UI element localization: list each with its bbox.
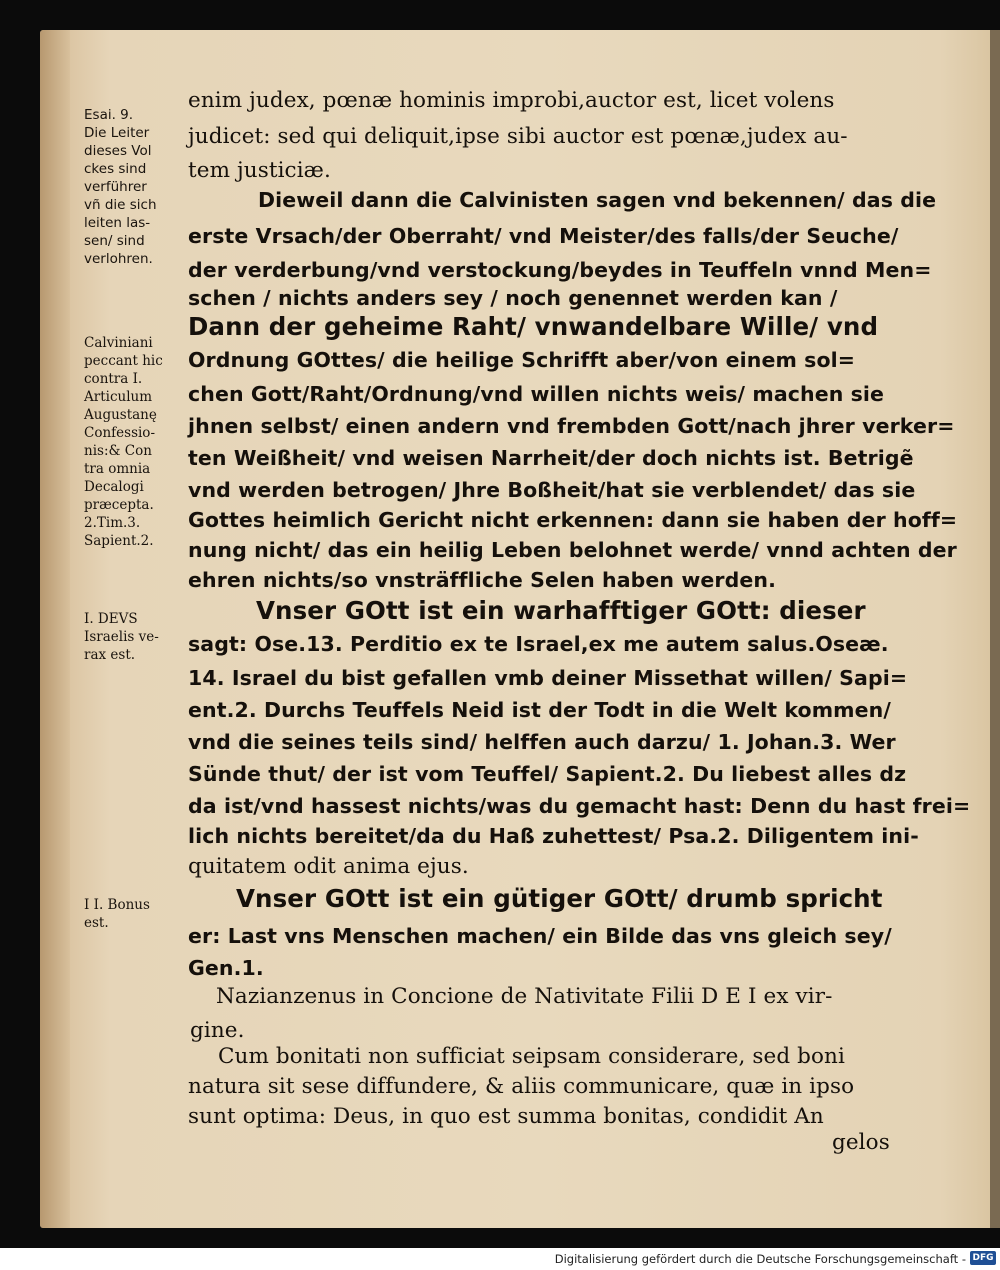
text-line: erste Vrsach/der Oberraht/ vnd Meister/des falls/der Seuche/	[188, 224, 899, 248]
margin-line: Calviniani	[84, 335, 153, 351]
text-line: vnd werden betrogen/ Jhre Boßheit/hat sie verblendet/ das sie	[188, 478, 916, 502]
text-line: sunt optima: Deus, in quo est summa bonitas, condidit An	[188, 1104, 824, 1129]
text-line: schen / nichts anders sey / noch genennet werden kan /	[188, 286, 838, 310]
margin-line: tra omnia	[84, 461, 151, 477]
text-line: Sünde thut/ der ist vom Teuffel/ Sapient.2. Du liebest alles dz	[188, 762, 907, 786]
margin-note-deus-verax	[84, 610, 159, 664]
margin-line: Augustanę	[84, 407, 157, 423]
text-line: chen Gott/Raht/Ordnung/vnd willen nichts weis/ machen sie	[188, 382, 885, 406]
text-line: Dieweil dann die Calvinisten sagen vnd bekennen/ das die	[258, 188, 937, 212]
text-line: Gottes heimlich Gericht nicht erkennen: dann sie haben der hoff=	[188, 508, 958, 532]
text-line: 14. Israel du bist gefallen vmb deiner Missethat willen/ Sapi=	[188, 666, 908, 690]
text-line: jhnen selbst/ einen andern vnd frembden Gott/nach jhrer verker=	[188, 414, 955, 438]
text-line: Ordnung GOttes/ die heilige Schrifft aber/von einem sol=	[188, 348, 856, 372]
text-line: Vnser GOtt ist ein warhafftiger GOtt: dieser	[256, 596, 866, 625]
margin-note-calviniani	[84, 334, 163, 550]
text-line: er: Last vns Menschen machen/ ein Bilde das vns gleich sey/	[188, 924, 892, 948]
margin-line: Sapient.2.	[84, 533, 154, 549]
margin-line: verführer	[84, 179, 147, 195]
margin-line: rax est.	[84, 647, 136, 663]
margin-line: contra I.	[84, 371, 143, 387]
margin-line: Die Leiter	[84, 125, 150, 141]
text-line: tem justiciæ.	[188, 158, 331, 183]
margin-line: Israelis ve-	[84, 629, 159, 645]
text-line: Cum bonitati non sufficiat seipsam considerare, sed boni	[218, 1044, 845, 1069]
margin-line: peccant hic	[84, 353, 163, 369]
margin-line: ckes sind	[84, 161, 147, 177]
margin-line: 2.Tim.3.	[84, 515, 141, 531]
text-line: enim judex, pœnæ hominis improbi,auctor est, licet volens	[188, 88, 835, 113]
text-line: Gen.1.	[188, 956, 264, 980]
text-line: Dann der geheime Raht/ vnwandelbare Wille/ vnd	[188, 312, 879, 341]
text-line: ten Weißheit/ vnd weisen Narrheit/der doch nichts ist. Betrigẽ	[188, 446, 914, 470]
margin-line: Esai. 9.	[84, 107, 134, 123]
text-line: lich nichts bereitet/da du Haß zuhettest/ Psa.2. Diligentem ini-	[188, 824, 919, 848]
margin-line: nis:& Con	[84, 443, 152, 459]
catchword: gelos	[832, 1130, 890, 1155]
text-line: gine.	[190, 1018, 245, 1043]
text-line: da ist/vnd hassest nichts/was du gemacht hast: Denn du hast frei=	[188, 794, 971, 818]
text-line: quitatem odit anima ejus.	[188, 854, 469, 879]
margin-line: est.	[84, 915, 109, 931]
text-line: der verderbung/vnd verstockung/beydes in Teuffeln vnnd Men=	[188, 258, 932, 282]
text-line: Vnser GOtt ist ein gütiger GOtt/ drumb spricht	[236, 884, 883, 913]
text-line: natura sit sese diffundere, & aliis communicare, quæ in ipso	[188, 1074, 855, 1099]
margin-line: præcepta.	[84, 497, 154, 513]
text-line: ehren nichts/so vnsträffliche Selen haben werden.	[188, 568, 776, 592]
margin-line: verlohren.	[84, 251, 153, 267]
margin-line: dieses Vol	[84, 143, 152, 159]
margin-line: Articulum	[84, 389, 153, 405]
text-line: ent.2. Durchs Teuffels Neid ist der Todt in die Welt kommen/	[188, 698, 891, 722]
text-line: nung nicht/ das ein heilig Leben belohnet werde/ vnnd achten der	[188, 538, 957, 562]
margin-line: vñ die sich	[84, 197, 157, 213]
margin-line: I I. Bonus	[84, 897, 150, 913]
text-line: vnd die seines teils sind/ helffen auch darzu/ 1. Johan.3. Wer	[188, 730, 896, 754]
text-line: sagt: Ose.13. Perditio ex te Israel,ex me autem salus.Oseæ.	[188, 632, 889, 656]
margin-line: I. DEVS	[84, 611, 138, 627]
footer-bar	[0, 1248, 1000, 1270]
margin-line: Decalogi	[84, 479, 144, 495]
margin-note-bonus	[84, 896, 150, 932]
page-edge-strip	[990, 30, 1000, 1228]
margin-line: sen/ sind	[84, 233, 145, 249]
dfg-logo-icon: DFG	[970, 1251, 996, 1265]
margin-note-esai	[84, 106, 157, 268]
page-gutter-shadow	[40, 30, 70, 1228]
text-line: Nazianzenus in Concione de Nativitate Filii D E I ex vir-	[216, 984, 833, 1009]
text-line: judicet: sed qui deliquit,ipse sibi auctor est pœnæ,judex au-	[188, 124, 848, 149]
funding-credit: Digitalisierung gefördert durch die Deutsche Forschungsgemeinschaft -	[554, 1252, 966, 1266]
margin-line: Confessio-	[84, 425, 156, 441]
margin-line: leiten las-	[84, 215, 151, 231]
